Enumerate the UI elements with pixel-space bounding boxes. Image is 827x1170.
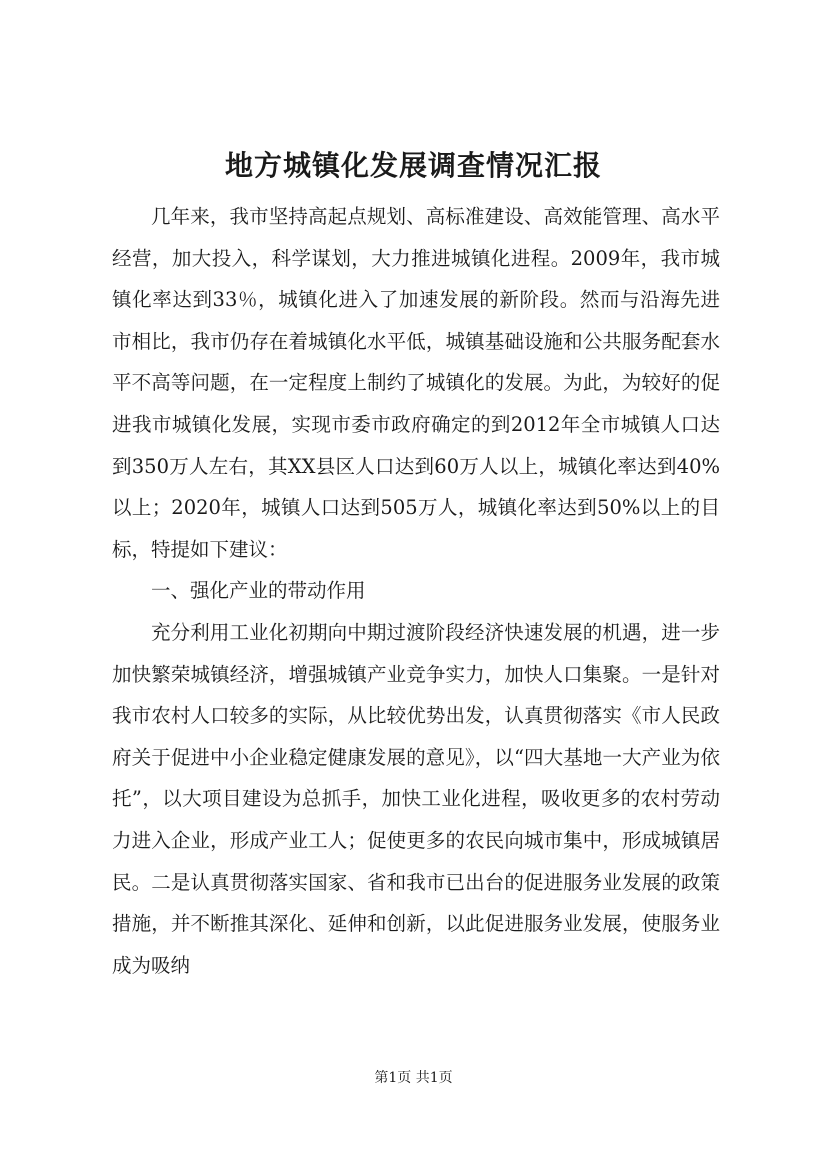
page-footer: 第1页 共1页 bbox=[374, 1070, 453, 1086]
document-body bbox=[112, 196, 720, 986]
document-title: 地方城镇化发展调查情况汇报 bbox=[224, 149, 602, 182]
section-heading-1: 一、强化产业的带动作用 bbox=[151, 579, 366, 603]
paragraph-section-1: 充分利用工业化初期向中期过渡阶段经济快速发展的机遇，进一步加快繁荣城镇经济，增强城镇产业竞争实力，加快人口集聚。一是针对我市农村人口较多的实际，从比较优势出发，认真贯彻落实《市人民政府关于促进中小企业稳定健康发展的意见》，以“四大基地一大产业为依托”，以大项目建设为总抓手，加快工业化进程，吸收更多的农村劳动力进入企业，形成产业工人；促使更多的农民向城市集中，形成城镇居民。二是认真贯彻落实国家、省和我市已出台的促进服务业发展的政策措施，并不断推其深化、延伸和创新，以此促进服务业发展，使服务业成为吸纳 bbox=[112, 620, 720, 977]
paragraph-intro: 几年来，我市坚持高起点规划、高标准建设、高效能管理、高水平经营，加大投入，科学谋划，大力推进城镇化进程。2009年，我市城镇化率达到33％，城镇化进入了加速发展的新阶段。然而与沿海先进市相比，我市仍存在着城镇化水平低，城镇基础设施和公共服务配套水平不高等问题，在一定程度上制约了城镇化的发展。为此，为较好的促进我市城镇化发展，实现市委市政府确定的到2012年全市城镇人口达到350万人左右，其XX县区人口达到60万人以上，城镇化率达到40%以上；2020年，城镇人口达到505万人，城镇化率达到50%以上的目标，特提如下建议： bbox=[112, 205, 720, 561]
